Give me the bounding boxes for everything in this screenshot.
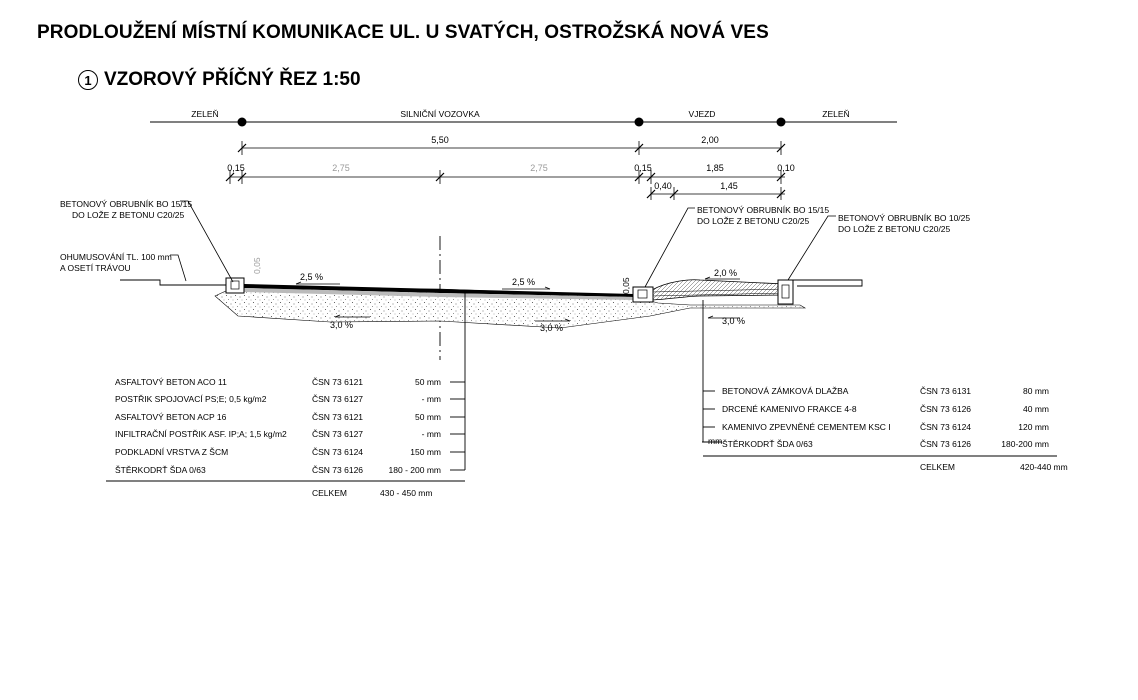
layer-name: POSTŘIK SPOJOVACÍ PS;E; 0,5 kg/m2 — [115, 394, 267, 404]
slope-sub-mid: 3,0 % — [540, 323, 564, 333]
road-layer-row — [115, 465, 465, 475]
layer-thickness: 120 mm — [1018, 422, 1049, 432]
zone-boundary-dot — [238, 118, 247, 127]
curb-right — [778, 280, 793, 304]
layer-name: ŠTĚRKODRŤ ŠDA 0/63 — [722, 439, 813, 449]
svg-text:A OSETÍ TRÁVOU: A OSETÍ TRÁVOU — [60, 263, 131, 273]
dim-drive-b: 1,45 — [720, 181, 738, 191]
layer-name: BETONOVÁ ZÁMKOVÁ DLAŽBA — [722, 386, 849, 396]
layer-thickness: 150 mm — [410, 447, 441, 457]
layer-norm: ČSN 73 6131 — [920, 386, 972, 396]
layer-name: ASFALTOVÝ BETON ACP 16 — [115, 412, 227, 422]
svg-text:OHUMUSOVÁNÍ TL. 100 mm: OHUMUSOVÁNÍ TL. 100 mm — [60, 252, 172, 262]
slope-road-right: 2,5 % — [512, 277, 536, 287]
layer-norm: ČSN 73 6121 — [312, 412, 364, 422]
driveway-layer-row — [703, 386, 1049, 396]
layer-name: INFILTRAČNÍ POSTŘIK ASF. IP;A; 1,5 kg/m2 — [115, 429, 287, 439]
zone-label-road: SILNIČNÍ VOZOVKA — [400, 109, 480, 119]
driveway-overlap-mark: mm — [708, 436, 723, 446]
driveway-layer-row — [722, 439, 1049, 449]
dim-drive-width: 1,85 — [706, 163, 724, 173]
road-layer-row — [115, 394, 465, 404]
layer-norm: ČSN 73 6126 — [920, 404, 972, 414]
layer-thickness: - mm — [421, 429, 441, 439]
layer-norm: ČSN 73 6126 — [920, 439, 972, 449]
layer-name: ŠTĚRKODRŤ ŠDA 0/63 — [115, 465, 206, 475]
layer-thickness: 40 mm — [1023, 404, 1049, 414]
slope-drive-top: 2,0 % — [714, 268, 738, 278]
curb-left — [226, 278, 244, 293]
curb-height-left: 0,05 — [252, 257, 262, 274]
dimension-row-detail — [226, 170, 785, 184]
road-layer-row — [115, 377, 465, 387]
zone-label-left: ZELEŇ — [191, 109, 219, 119]
layer-thickness: 180 - 200 mm — [388, 465, 441, 475]
layer-norm: ČSN 73 6127 — [312, 429, 364, 439]
callout-curb-right — [788, 213, 970, 280]
layer-thickness: 50 mm — [415, 377, 441, 387]
dim-lane-left: 2,75 — [332, 163, 350, 173]
dim-curb-mid: 0,15 — [634, 163, 652, 173]
layer-norm: ČSN 73 6127 — [312, 394, 364, 404]
road-layer-table — [106, 292, 465, 498]
svg-text:BETONOVÝ OBRUBNÍK BO 15/15: BETONOVÝ OBRUBNÍK BO 15/15 — [60, 199, 193, 209]
driveway-layer-row — [703, 422, 1049, 432]
driveway-layer-row — [703, 404, 1049, 414]
layer-norm: ČSN 73 6124 — [312, 447, 364, 457]
road-layer-row — [115, 412, 465, 422]
section-title: VZOROVÝ PŘÍČNÝ ŘEZ 1:50 — [104, 69, 361, 90]
layer-thickness: 80 mm — [1023, 386, 1049, 396]
dim-lane-right: 2,75 — [530, 163, 548, 173]
zone-label-right: ZELEŇ — [822, 109, 850, 119]
driveway-total-value: 420-440 mm — [1020, 462, 1068, 472]
svg-text:DO LOŽE Z BETONU C20/25: DO LOŽE Z BETONU C20/25 — [838, 224, 951, 234]
driveway-paving — [652, 280, 785, 300]
layer-norm: ČSN 73 6126 — [312, 465, 364, 475]
layer-thickness: - mm — [421, 394, 441, 404]
dim-drive-a: 0,40 — [654, 181, 672, 191]
layer-name: KAMENIVO ZPEVNĚNÉ CEMENTEM KSC I — [722, 422, 891, 432]
dim-road-total: 5,50 — [431, 135, 449, 145]
zone-boundary-dot — [777, 118, 786, 127]
driveway-total-label: CELKEM — [920, 462, 955, 472]
zone-line — [150, 109, 897, 127]
curb-mid — [633, 287, 653, 302]
dim-curb-left: 0,15 — [227, 163, 245, 173]
slope-road-left: 2,5 % — [300, 272, 324, 282]
svg-text:BETONOVÝ OBRUBNÍK BO 10/25: BETONOVÝ OBRUBNÍK BO 10/25 — [838, 213, 971, 223]
road-total-label: CELKEM — [312, 488, 347, 498]
page-title: PRODLOUŽENÍ MÍSTNÍ KOMUNIKACE UL. U SVATÝCH, OSTROŽSKÁ NOVÁ VES — [37, 22, 769, 43]
layer-norm: ČSN 73 6121 — [312, 377, 364, 387]
callout-curb-mid — [645, 205, 829, 287]
svg-text:DO LOŽE Z BETONU C20/25: DO LOŽE Z BETONU C20/25 — [72, 210, 185, 220]
dim-driveway-total: 2,00 — [701, 135, 719, 145]
layer-name: PODKLADNÍ VRSTVA Z ŠCM — [115, 447, 229, 457]
svg-text:BETONOVÝ OBRUBNÍK BO 15/15: BETONOVÝ OBRUBNÍK BO 15/15 — [697, 205, 830, 215]
section-number-circle: 1 — [78, 70, 98, 90]
callout-topsoil — [60, 252, 186, 281]
road-layer-row — [115, 429, 465, 439]
zone-label-driveway: VJEZD — [688, 109, 716, 119]
layer-thickness: 50 mm — [415, 412, 441, 422]
layer-thickness: 180-200 mm — [1001, 439, 1049, 449]
layer-name: DRCENÉ KAMENIVO FRAKCE 4-8 — [722, 404, 857, 414]
layer-name: ASFALTOVÝ BETON ACO 11 — [115, 377, 227, 387]
zone-boundary-dot — [635, 118, 644, 127]
road-total-value: 430 - 450 mm — [380, 488, 433, 498]
driveway-layer-table — [702, 300, 1068, 472]
slope-sub-left: 3,0 % — [330, 320, 354, 330]
svg-text:DO LOŽE Z BETONU C20/25: DO LOŽE Z BETONU C20/25 — [697, 216, 810, 226]
dim-curb-right: 0,10 — [777, 163, 795, 173]
layer-norm: ČSN 73 6124 — [920, 422, 972, 432]
curb-height-mid: 0,05 — [621, 277, 631, 294]
slope-sub-right: 3,0 % — [722, 316, 746, 326]
road-layer-row — [115, 447, 465, 457]
